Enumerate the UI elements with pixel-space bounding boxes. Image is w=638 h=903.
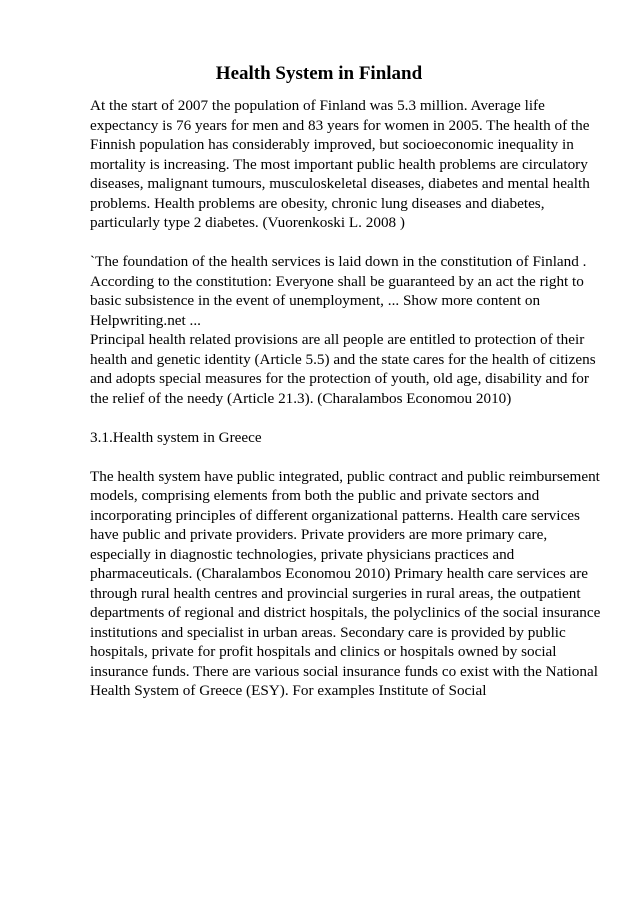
text-line: incorporating principles of different organizational patterns. Health care services <box>90 506 580 524</box>
text-line: pharmaceuticals. (Charalambos Economou 2010) Primary health care services are <box>90 565 589 582</box>
document-body <box>90 96 601 720</box>
paragraph-health-provisions <box>90 330 596 408</box>
text-line: through rural health centres and provincial surgeries in rural areas, the outpatient <box>90 584 581 602</box>
paragraph-greece-health-system <box>90 467 601 701</box>
text-line: At the start of 2007 the population of Finland was 5.3 million. Average life <box>90 97 545 114</box>
paragraph-finland-population <box>90 96 590 233</box>
text-line: Helpwriting.net ... <box>90 311 201 329</box>
section-heading-greece <box>90 428 560 448</box>
text-line: hospitals, private for profit hospitals and clinics or hospitals owned by social <box>90 643 557 660</box>
text-line: Principal health related provisions are all people are entitled to protection of their <box>90 331 585 348</box>
paragraph-constitution <box>90 252 587 330</box>
text-line: models, comprising elements from both the public and private sectors and <box>90 487 540 504</box>
text-line: expectancy is 76 years for men and 83 years for women in 2005. The health of the <box>90 116 590 134</box>
text-line: insurance funds. There are various social insurance funds co exist with the National <box>90 662 598 680</box>
text-line: especially in diagnostic technologies, private physicians practices and <box>90 545 515 563</box>
text-line: institutions and specialist in urban areas. Secondary care is provided by public <box>90 623 566 641</box>
text-line: health and genetic identity (Article 5.5) and the state cares for the health of citizens <box>90 350 596 368</box>
document-title: Health System in Finland <box>215 63 423 84</box>
text-line: `The foundation of the health services is laid down in the constitution of Finland . <box>90 253 587 270</box>
text-line: basic subsistence in the event of unemployment, ... Show more content on <box>90 292 541 309</box>
text-line: Finnish population has considerably improved, but socioeconomic inequality in <box>90 136 574 153</box>
text-line: mortality is increasing. The most important public health problems are circulatory <box>90 155 588 173</box>
text-line: and adopts special measures for the protection of youth, old age, disability and for <box>90 370 589 387</box>
text-line: The health system have public integrated, public contract and public reimbursement <box>90 467 600 485</box>
text-line: departments of regional and district hospitals, the polyclinics of the social insurance <box>90 604 601 621</box>
text-line: problems. Health problems are obesity, chronic lung diseases and diabetes, <box>90 194 545 212</box>
text-line: the relief of the needy (Article 21.3). (Charalambos Economou 2010) <box>90 389 512 407</box>
text-line: According to the constitution: Everyone shall be guaranteed by an act the right to <box>90 272 584 290</box>
text-line: particularly type 2 diabetes. (Vuorenkoski L. 2008 ) <box>90 214 405 231</box>
text-line: Health System of Greece (ESY). For examples Institute of Social <box>90 682 487 699</box>
text-line: diseases, malignant tumours, musculoskeletal diseases, diabetes and mental health <box>90 175 590 192</box>
text-line: have public and private providers. Private providers are more primary care, <box>90 526 548 543</box>
text-line: 3.1.Health system in Greece <box>90 428 262 446</box>
